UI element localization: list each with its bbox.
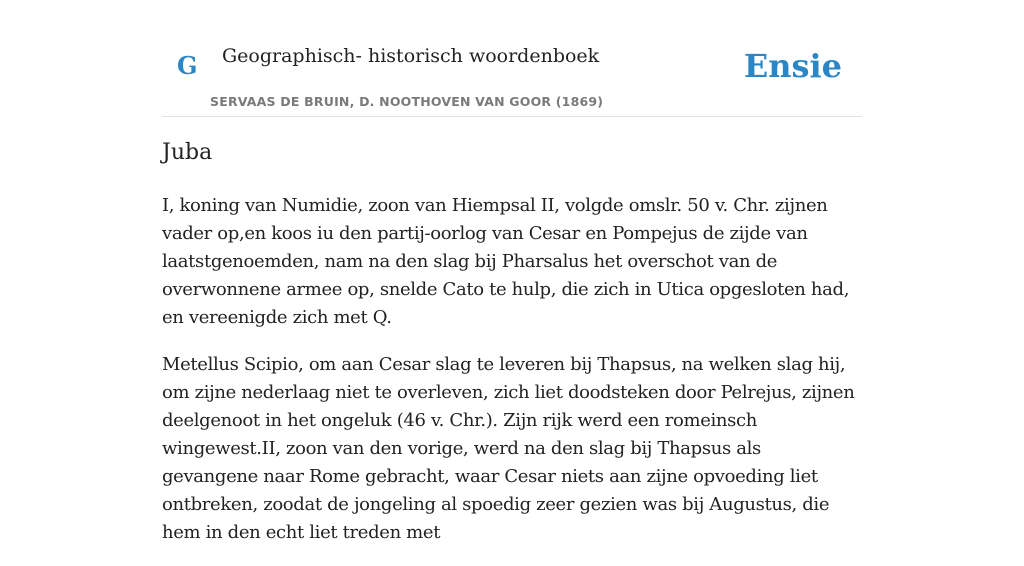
book-authors: SERVAAS DE BRUIN, D. NOOTHOVEN VAN GOOR (1869) [210, 94, 604, 109]
content-container [162, 0, 862, 543]
book-header [162, 0, 862, 117]
entry-paragraph: Metellus Scipio, om aan Cesar slag te leveren bij Thapsus, na welken slag hij, om zijne nederlaag niet te overleven, zich liet doodsteken door Pelrejus, zijnen deelgenoot in het ongeluk (46 v. Chr.). Zijn rijk werd een romeinsch wingewest.II, zoon van den vorige, werd na den slag bij Thapsus als gevangene naar Rome gebracht, waar Cesar niets aan zijne opvoeding liet ontbreken, zoodat de jongeling al spoedig zeer gezien was bij Augustus, die hem in den echt liet treden met [162, 354, 855, 543]
entry-title: Juba [162, 140, 213, 165]
ensie-logo-link[interactable]: Ensie [743, 47, 842, 85]
entry-paragraph: I, koning van Numidie, zoon van Hiempsal II, volgde omslr. 50 v. Chr. zijnen vader op,en koos iu den partij-oorlog van Cesar en Pompejus de zijde van laatstgenoemden, nam na den slag bij Pharsalus het overschot van de overwonnene armee op, snelde Cato te hulp, die zich in Utica opgesloten had, en vereenigde zich met Q. [162, 195, 850, 328]
entry-body [162, 192, 862, 566]
book-title-link[interactable]: Geographisch- historisch woordenboek [222, 45, 600, 67]
book-initial-link[interactable]: G [177, 51, 198, 80]
